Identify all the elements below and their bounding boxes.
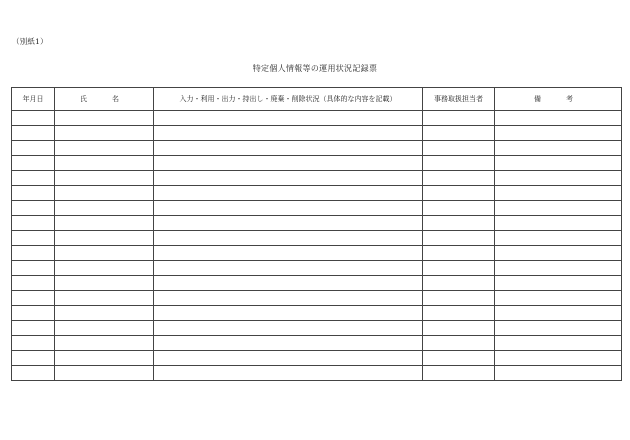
cell-staff[interactable]: [423, 141, 495, 156]
table-row: [12, 306, 622, 321]
table-row: [12, 351, 622, 366]
cell-date[interactable]: [12, 141, 55, 156]
cell-remarks[interactable]: [495, 366, 622, 381]
cell-date[interactable]: [12, 351, 55, 366]
cell-status[interactable]: [154, 126, 423, 141]
cell-staff[interactable]: [423, 111, 495, 126]
cell-name[interactable]: [55, 321, 154, 336]
table-row: [12, 216, 622, 231]
cell-status[interactable]: [154, 216, 423, 231]
cell-name[interactable]: [55, 366, 154, 381]
cell-name[interactable]: [55, 171, 154, 186]
cell-name[interactable]: [55, 306, 154, 321]
cell-date[interactable]: [12, 306, 55, 321]
cell-name[interactable]: [55, 186, 154, 201]
cell-name[interactable]: [55, 336, 154, 351]
table-row: [12, 231, 622, 246]
cell-name[interactable]: [55, 231, 154, 246]
cell-status[interactable]: [154, 186, 423, 201]
cell-staff[interactable]: [423, 246, 495, 261]
table-row: [12, 261, 622, 276]
cell-status[interactable]: [154, 156, 423, 171]
record-table: [11, 87, 622, 381]
cell-staff[interactable]: [423, 321, 495, 336]
table-row: [12, 321, 622, 336]
cell-status[interactable]: [154, 366, 423, 381]
cell-name[interactable]: [55, 351, 154, 366]
cell-date[interactable]: [12, 111, 55, 126]
table-row: [12, 156, 622, 171]
cell-remarks[interactable]: [495, 186, 622, 201]
table-row: [12, 276, 622, 291]
cell-status[interactable]: [154, 276, 423, 291]
cell-staff[interactable]: [423, 171, 495, 186]
cell-status[interactable]: [154, 351, 423, 366]
cell-date[interactable]: [12, 201, 55, 216]
cell-status[interactable]: [154, 141, 423, 156]
cell-remarks[interactable]: [495, 231, 622, 246]
cell-staff[interactable]: [423, 366, 495, 381]
cell-staff[interactable]: [423, 156, 495, 171]
cell-remarks[interactable]: [495, 291, 622, 306]
cell-remarks[interactable]: [495, 321, 622, 336]
header-remarks: 備 考: [495, 88, 622, 111]
cell-name[interactable]: [55, 111, 154, 126]
cell-date[interactable]: [12, 246, 55, 261]
table-row: [12, 186, 622, 201]
cell-status[interactable]: [154, 231, 423, 246]
header-name: 氏 名: [55, 88, 154, 111]
cell-name[interactable]: [55, 216, 154, 231]
cell-status[interactable]: [154, 111, 423, 126]
table-row: [12, 126, 622, 141]
cell-name[interactable]: [55, 246, 154, 261]
cell-staff[interactable]: [423, 201, 495, 216]
table-row: [12, 201, 622, 216]
cell-staff[interactable]: [423, 291, 495, 306]
cell-date[interactable]: [12, 171, 55, 186]
cell-name[interactable]: [55, 156, 154, 171]
cell-name[interactable]: [55, 141, 154, 156]
table-row: [12, 111, 622, 126]
cell-status[interactable]: [154, 171, 423, 186]
cell-status[interactable]: [154, 291, 423, 306]
form-title: 特定個人情報等の運用状況記録票: [252, 64, 378, 73]
table-row: [12, 336, 622, 351]
cell-name[interactable]: [55, 291, 154, 306]
cell-date[interactable]: [12, 126, 55, 141]
cell-staff[interactable]: [423, 276, 495, 291]
cell-date[interactable]: [12, 291, 55, 306]
cell-remarks[interactable]: [495, 306, 622, 321]
cell-staff[interactable]: [423, 351, 495, 366]
cell-name[interactable]: [55, 126, 154, 141]
cell-status[interactable]: [154, 321, 423, 336]
cell-remarks[interactable]: [495, 351, 622, 366]
cell-remarks[interactable]: [495, 261, 622, 276]
cell-status[interactable]: [154, 336, 423, 351]
cell-date[interactable]: [12, 231, 55, 246]
cell-date[interactable]: [12, 321, 55, 336]
table-row: [12, 366, 622, 381]
cell-date[interactable]: [12, 276, 55, 291]
cell-staff[interactable]: [423, 216, 495, 231]
cell-name[interactable]: [55, 201, 154, 216]
cell-staff[interactable]: [423, 231, 495, 246]
cell-status[interactable]: [154, 306, 423, 321]
cell-status[interactable]: [154, 246, 423, 261]
cell-name[interactable]: [55, 276, 154, 291]
cell-remarks[interactable]: [495, 141, 622, 156]
cell-staff[interactable]: [423, 261, 495, 276]
header-status: 入力・利用・出力・持出し・廃棄・削除状況（具体的な内容を記載）: [154, 88, 423, 111]
cell-name[interactable]: [55, 261, 154, 276]
table-header-row: [12, 88, 622, 111]
header-date: 年月日: [12, 88, 55, 111]
table-row: [12, 246, 622, 261]
cell-staff[interactable]: [423, 186, 495, 201]
cell-remarks[interactable]: [495, 276, 622, 291]
cell-remarks[interactable]: [495, 126, 622, 141]
table-row: [12, 141, 622, 156]
cell-date[interactable]: [12, 216, 55, 231]
cell-remarks[interactable]: [495, 201, 622, 216]
cell-date[interactable]: [12, 186, 55, 201]
attachment-label: （別紙1）: [12, 37, 48, 46]
cell-staff[interactable]: [423, 126, 495, 141]
cell-date[interactable]: [12, 336, 55, 351]
cell-remarks[interactable]: [495, 246, 622, 261]
table-row: [12, 291, 622, 306]
cell-remarks[interactable]: [495, 156, 622, 171]
cell-remarks[interactable]: [495, 111, 622, 126]
cell-staff[interactable]: [423, 306, 495, 321]
cell-remarks[interactable]: [495, 336, 622, 351]
cell-date[interactable]: [12, 261, 55, 276]
header-staff: 事務取扱担当者: [423, 88, 495, 111]
cell-status[interactable]: [154, 261, 423, 276]
cell-status[interactable]: [154, 201, 423, 216]
cell-remarks[interactable]: [495, 216, 622, 231]
cell-remarks[interactable]: [495, 171, 622, 186]
cell-staff[interactable]: [423, 336, 495, 351]
table-row: [12, 171, 622, 186]
cell-date[interactable]: [12, 366, 55, 381]
cell-date[interactable]: [12, 156, 55, 171]
table-body: [12, 111, 622, 381]
